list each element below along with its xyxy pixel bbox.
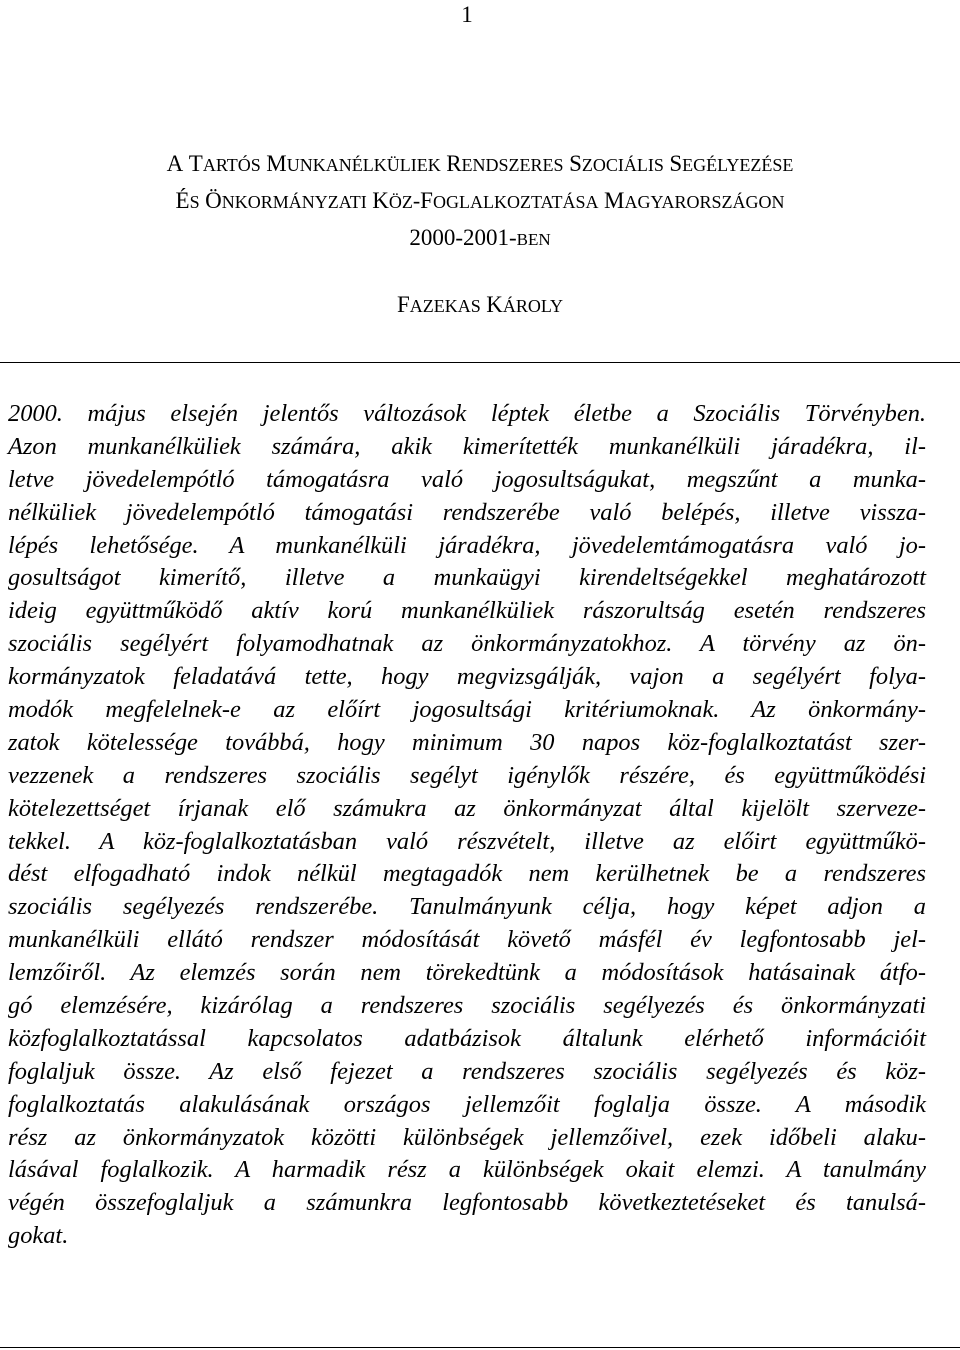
top-divider	[0, 362, 960, 363]
text-line: modók megfelelnek-e az előírt jogosultsági kritériumoknak. Az önkormány-	[8, 696, 926, 724]
text-line: gó elemzésére, kizárólag a rendszeres szociális segélyezés és önkormányzati	[8, 992, 926, 1020]
text-line: szociális segélyért folyamodhatnak az önkormányzatokhoz. A törvény az ön-	[8, 630, 926, 658]
text-line: kötelezettséget írjanak elő számukra az önkormányzat által kijelölt szerveze-	[8, 794, 926, 822]
title-line-1: A TARTÓS MUNKANÉLKÜLIEK RENDSZERES SZOCIÁLIS SEGÉLYEZÉSE	[166, 151, 794, 176]
text-line: 2000. május elsején jelentős változások léptek életbe a Szociális Törvényben.	[8, 400, 926, 427]
text-line: foglalkoztatás alakulásának országos jellemzőit foglalja össze. A második	[8, 1090, 926, 1118]
title-line-3: 2000-2001-BEN	[409, 225, 551, 250]
text-line: gokat.	[8, 1222, 69, 1250]
text-line: ideig együttműködő aktív korú munkanélküliek rászorultság esetén rendszeres	[8, 597, 926, 625]
text-line: nélküliek jövedelempótló támogatási rendszerébe való belépés, illetve vissza-	[8, 498, 926, 526]
text-line: lemzőiről. Az elemzés során nem törekedtünk a módosítások hatásainak átfo-	[8, 959, 926, 987]
text-line: Azon munkanélküliek számára, akik kimerítették munkanélküli járadékra, il-	[8, 432, 926, 460]
text-line: szociális segélyezés rendszerébe. Tanulmányunk célja, hogy képet adjon a	[8, 893, 926, 921]
document-title	[0, 146, 960, 257]
page-number: 1	[461, 2, 473, 27]
text-line: rész az önkormányzatok közötti különbségek jellemzőivel, ezek időbeli alaku-	[8, 1123, 926, 1151]
text-line: kormányzatok feladatává tette, hogy megvizsgálják, vajon a segélyért folya-	[8, 663, 926, 691]
text-line: végén összefoglaljuk a számunkra legfontosabb következtetéseket és tanulsá-	[8, 1189, 926, 1217]
text-line: gosultságot kimerítő, illetve a munkaügyi kirendeltségekkel meghatározott	[8, 564, 926, 592]
text-line: lépés lehetősége. A munkanélküli járadékra, jövedelemtámogatásra való jo-	[8, 531, 926, 559]
author-name: FAZEKAS KÁROLY	[396, 292, 564, 317]
text-line: foglaljuk össze. Az első fejezet a rendszeres szociális segélyezés és köz-	[8, 1057, 926, 1085]
title-line-2: ÉS ÖNKORMÁNYZATI KÖZ-FOGLALKOZTATÁSA MAGYARORSZÁGON	[175, 188, 785, 213]
text-line: munkanélküli ellátó rendszer módosítását követő másfél év legfontosabb jel-	[8, 926, 926, 954]
text-line: letve jövedelempótló támogatásra való jogosultságukat, megszűnt a munka-	[8, 465, 926, 493]
text-line: dést elfogadható indok nélkül megtagadók nem kerülhetnek be a rendszeres	[8, 860, 926, 888]
abstract-paragraph	[8, 398, 926, 1253]
text-line: vezzenek a rendszeres szociális segélyt igénylők részére, és együttműködési	[8, 761, 926, 789]
text-line: közfoglalkoztatással kapcsolatos adatbázisok általunk elérhető információit	[8, 1024, 926, 1052]
text-line: tekkel. A köz-foglalkoztatásban való részvételt, illetve az előirt együttműkö-	[8, 827, 926, 855]
text-line: lásával foglalkozik. A harmadik rész a különbségek okait elemzi. A tanulmány	[8, 1156, 926, 1184]
bottom-divider	[0, 1347, 960, 1348]
text-line: zatok kötelessége továbbá, hogy minimum 30 napos köz-foglalkoztatást szer-	[8, 728, 926, 756]
